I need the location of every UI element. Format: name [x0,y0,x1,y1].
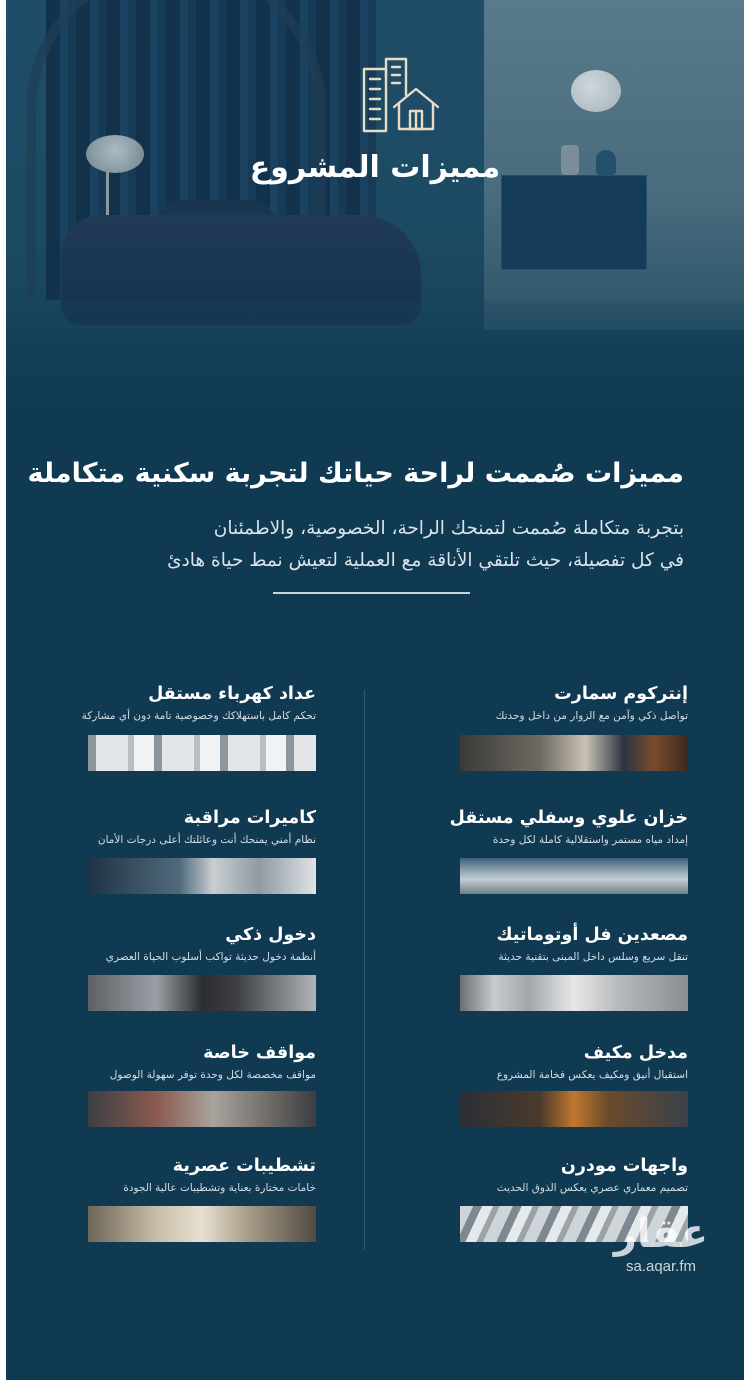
watermark-logo: عقار [613,1211,709,1257]
feature-title: مدخل مكيف [583,1043,688,1063]
feature-description: تواصل ذكي وآمن مع الزوار من داخل وحدتك [495,710,688,722]
page-headline: مميزات صُممت لراحة حياتك لتجربة سكنية متكاملة [27,458,684,489]
feature-title: تشطيبات عصرية [172,1156,316,1176]
hero-cabinet [501,175,647,270]
hero-floor [6,300,744,430]
elevator-image [460,975,688,1011]
tank-image [460,858,688,894]
feature-title: كاميرات مراقبة [183,808,316,828]
pendant-lamp [571,70,621,112]
feature-title: إنتركوم سمارت [554,684,688,704]
section-divider [273,592,470,594]
hero-banner [6,0,744,430]
feature-modern-finishes [66,1156,316,1194]
feature-description: استقبال أنيق ومكيف يعكس فخامة المشروع [496,1069,688,1081]
feature-description: تصميم معماري عصري يعكس الذوق الحديث [496,1182,688,1194]
intro-line: في كل تفصيلة، حيث تلتقي الأناقة مع العملية لتعيش نمط حياة هادئ [167,550,684,571]
column-divider [364,690,365,1250]
watermark-url: sa.aqar.fm [625,1258,697,1275]
feature-title: واجهات مودرن [560,1156,688,1176]
feature-title: عداد كهرباء مستقل [148,684,316,704]
camera-image [88,858,316,894]
aqar-watermark [602,1212,720,1275]
feature-elevators [438,925,688,963]
intro-line: بتجربة متكاملة صُممت لتمنحك الراحة، الخصوصية، والاطمئنان [213,518,684,539]
feature-private-parking [66,1043,316,1081]
feature-description: خامات مختارة بعناية وتشطيبات عالية الجودة [123,1182,316,1194]
feature-title: خزان علوي وسفلي مستقل [449,808,688,828]
feature-description: تنقل سريع وسلس داخل المبنى بتقنية حديثة [498,951,688,963]
feature-ac-lobby [438,1043,688,1081]
feature-title: مصعدين فل أوتوماتيك [496,925,688,945]
feature-water-tanks [438,808,688,846]
intro-text [36,513,684,577]
hero-title: مميزات المشروع [249,150,501,185]
feature-description: أنظمة دخول حديثة تواكب أسلوب الحياة العصري [105,951,316,963]
intercom-image [460,735,688,771]
poster [6,0,744,1380]
feature-modern-facades [438,1156,688,1194]
feature-description: نظام أمني يمنحك أنت وعائلتك أعلى درجات الأمان [97,834,316,846]
buildings-house-icon [354,55,444,135]
feature-description: تحكم كامل باستهلاكك وخصوصية تامة دون أي مشاركة [81,710,316,722]
smart-entry-image [88,975,316,1011]
feature-electric-meter [66,684,316,722]
meter-image [88,735,316,771]
feature-title: دخول ذكي [225,925,316,945]
lobby-image [460,1091,688,1127]
finishes-image [88,1206,316,1242]
feature-description: إمداد مياه مستمر واستقلالية كاملة لكل وحدة [492,834,688,846]
feature-smart-intercom [438,684,688,722]
feature-cameras [66,808,316,846]
feature-smart-entry [66,925,316,963]
feature-title: مواقف خاصة [203,1043,316,1063]
feature-description: مواقف مخصصة لكل وحدة توفر سهولة الوصول [109,1069,316,1081]
parking-image [88,1091,316,1127]
